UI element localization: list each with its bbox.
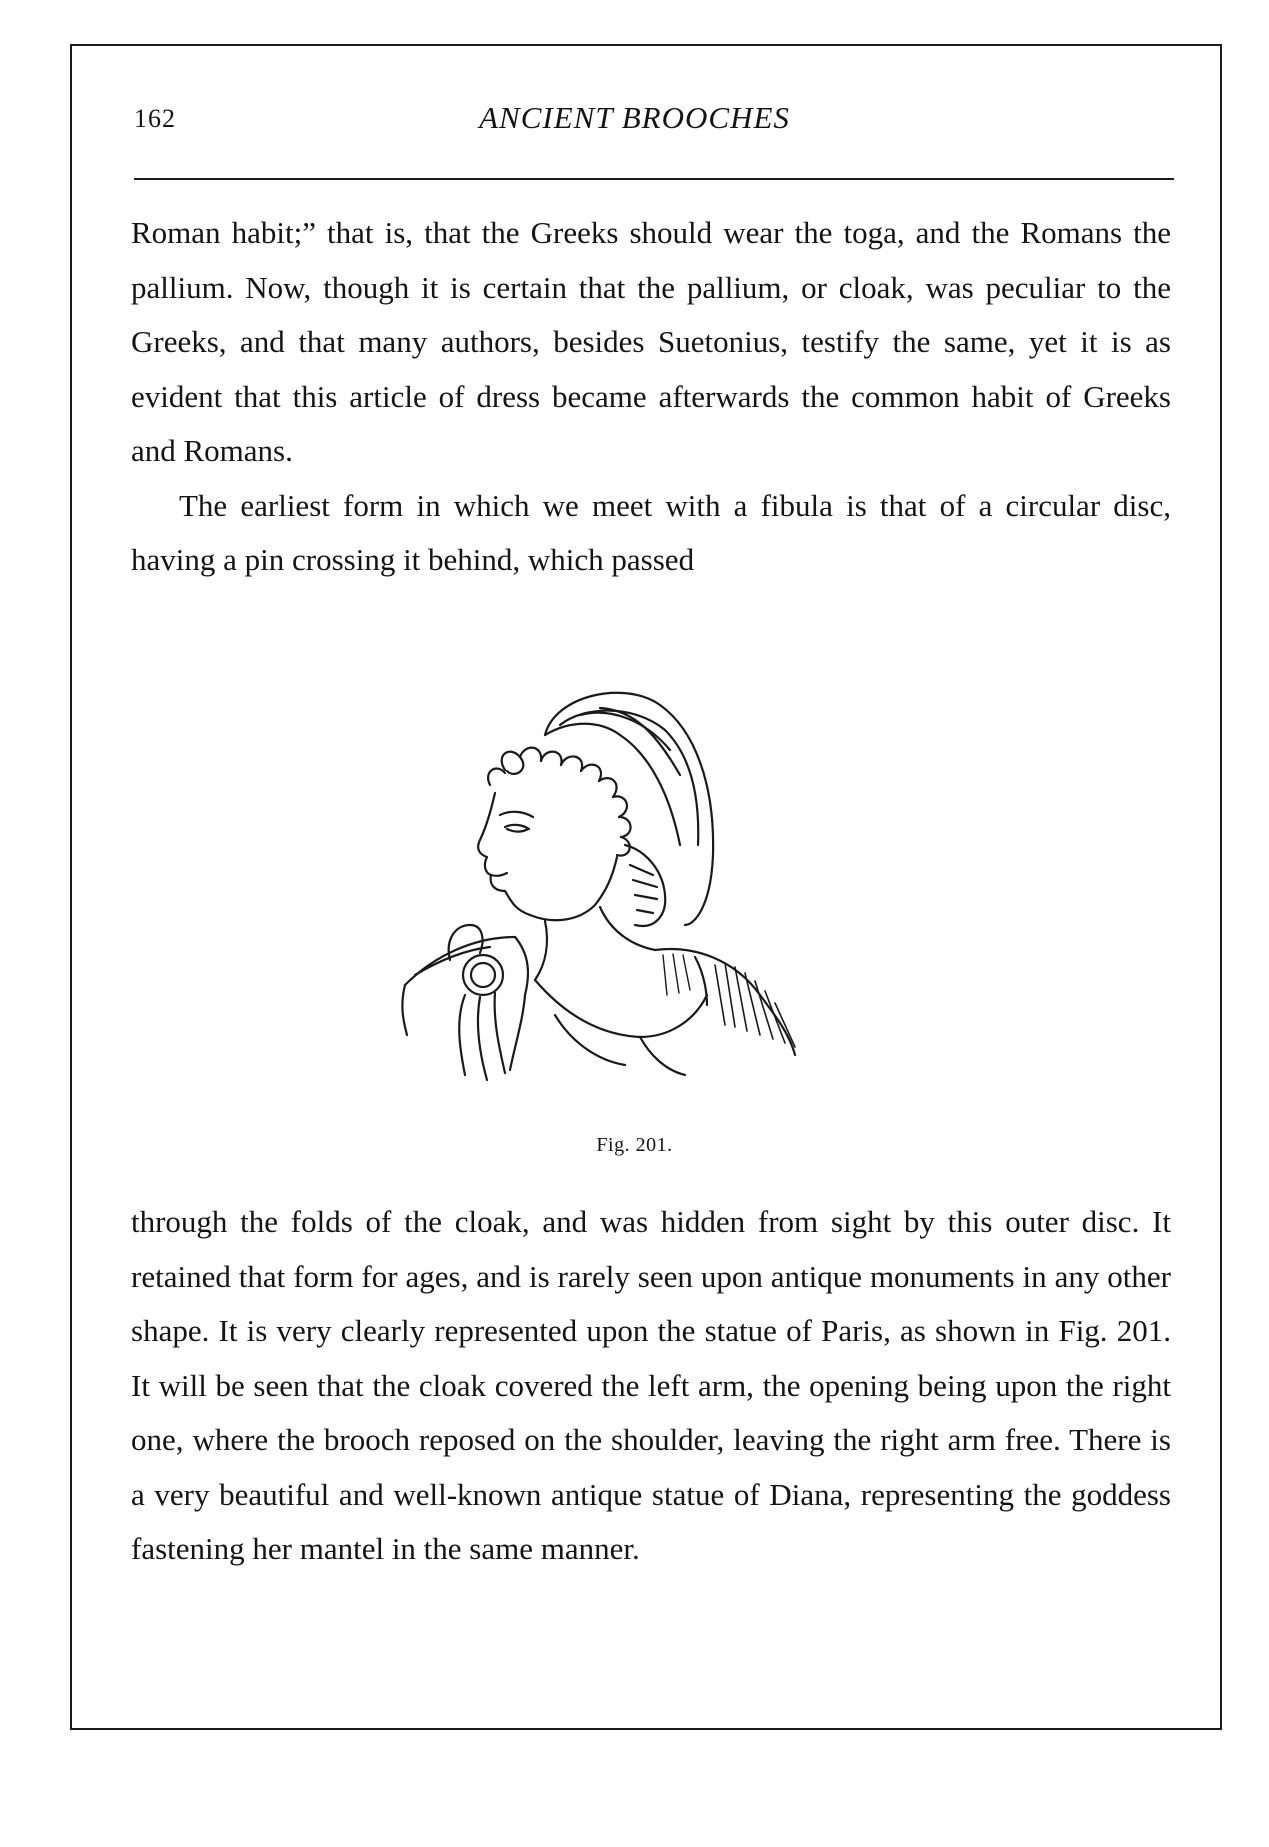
- text-block-bottom: [131, 1195, 1171, 1577]
- page-number: 162: [134, 104, 176, 133]
- page-frame-bottom: [70, 1728, 1222, 1730]
- header-rule: [134, 178, 1174, 180]
- running-title: ANCIENT BROOCHES: [479, 100, 790, 135]
- page-frame-top: [70, 44, 1222, 46]
- figure-paris-bust: [395, 675, 915, 1125]
- page-frame-left: [70, 44, 72, 1730]
- text-block-top: [131, 206, 1171, 588]
- paragraph-1: Roman habit;” that is, that the Greeks should wear the toga, and the Romans the pallium. Now, though it is certain that the pallium, or cloak, was peculiar to the Greeks, and that many authors, besides Suetonius, testify the same, yet it is as evident that this article of dress became afterwards the common habit of Greeks and Romans.: [131, 215, 1171, 468]
- paragraph-3: through the folds of the cloak, and was hidden from sight by this outer disc. It retained that form for ages, and is rarely seen upon antique monuments in any other shape. It is very clearly represented upon the statue of Paris, as shown in Fig. 201. It will be seen that the cloak covered the left arm, the opening being upon the right one, where the brooch reposed on the shoulder, leaving the right arm free. There is a very beautiful and well-known antique statue of Diana, representing the goddess fastening her mantel in the same manner.: [131, 1204, 1171, 1566]
- bust-engraving-illustration: [395, 675, 915, 1125]
- figure-caption: Fig. 201.: [596, 1134, 673, 1156]
- page-frame-right: [1220, 44, 1222, 1730]
- paragraph-2: The earliest form in which we meet with a fibula is that of a circular disc, having a pin crossing it behind, which passed: [131, 487, 1171, 577]
